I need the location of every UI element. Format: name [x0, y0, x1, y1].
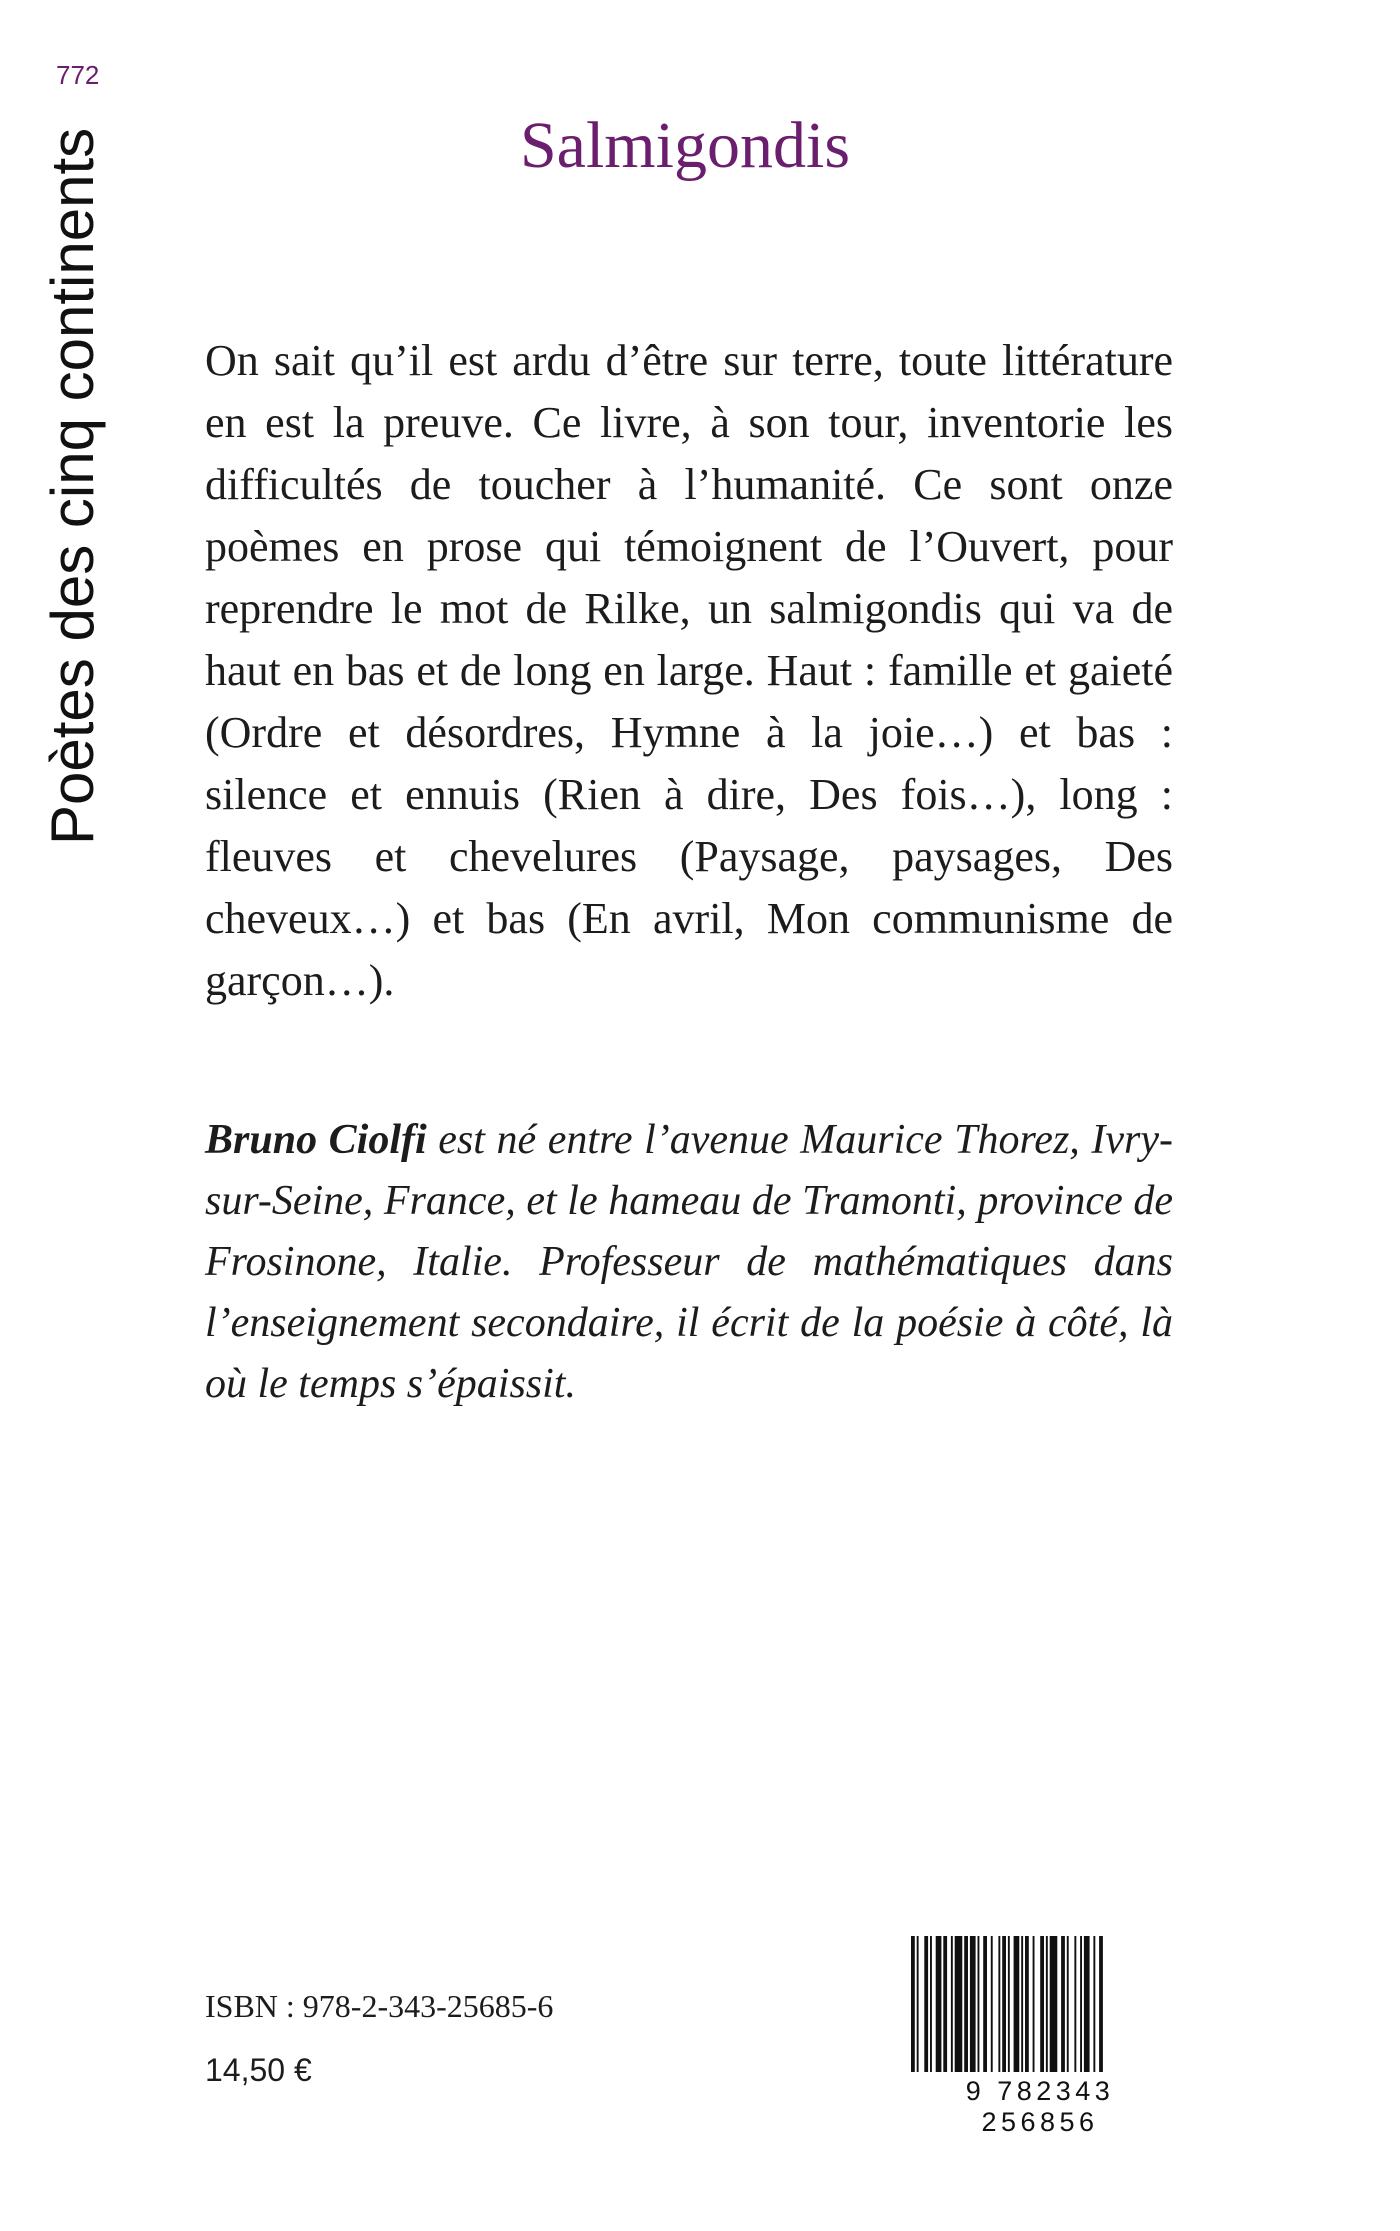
barcode-bar: [1061, 1936, 1065, 2072]
barcode-bar: [917, 1936, 919, 2072]
price: 14,50 €: [205, 2052, 312, 2088]
book-title: Salmigondis: [519, 109, 851, 182]
barcode-bar: [936, 1936, 942, 2072]
barcode-bar: [1084, 1936, 1090, 2072]
barcode-bar: [998, 1936, 1000, 2072]
barcode-bar: [951, 1936, 953, 2072]
blurb-paragraph: On sait qu’il est ardu d’être sur terre, toute littérature en est la preuve. Ce livre, à son tour, inventorie les difficultés de toucher à l’humanité. Ce sont onze poèmes en prose qui témoignent de l’Ouvert, pour reprendre le mot de Rilke, un salmigondis qui va de haut en bas et de long en large. Haut : famille et gaieté (Ordre et désordres, Hymne à la joie…) et bas : silence et ennuis (Rien à dire, Des fois…), long : fleuves et chevelures (Paysage, paysages, Des cheveux…) et bas (En avril, Mon communisme de garçon…).: [205, 336, 1173, 1005]
barcode-bars: [905, 1936, 1175, 2076]
series-title: Poètes des cinq continents: [39, 127, 106, 845]
barcode-bar: [1025, 1936, 1029, 2072]
barcode-bar: [1021, 1936, 1023, 2072]
barcode-bar: [970, 1936, 976, 2072]
barcode-bar: [1046, 1936, 1048, 2072]
barcode-bar: [1014, 1936, 1020, 2072]
series-number: 772: [56, 60, 100, 90]
isbn: ISBN : 978-2-343-25685-6: [205, 1988, 554, 2024]
barcode-bar: [1080, 1936, 1082, 2072]
author-name: Bruno Ciolfi: [205, 1117, 427, 1163]
barcode-bar: [1008, 1936, 1010, 2072]
barcode-bar: [911, 1936, 915, 2072]
barcode-digits: 9 782343 256856: [965, 2076, 1115, 2137]
barcode-bar: [1093, 1936, 1095, 2072]
barcode-bar: [930, 1936, 932, 2072]
barcode: [905, 1936, 1175, 2137]
barcode-bar: [1002, 1936, 1006, 2072]
barcode-bar: [1050, 1936, 1058, 2072]
barcode-bar: [943, 1936, 947, 2072]
barcode-bar: [955, 1936, 963, 2072]
barcode-bar: [1067, 1936, 1069, 2072]
barcode-bar: [1033, 1936, 1035, 2072]
barcode-bar: [983, 1936, 987, 2072]
barcode-bar: [964, 1936, 968, 2072]
barcode-bar: [1099, 1936, 1103, 2072]
barcode-bar: [1040, 1936, 1044, 2072]
barcode-bar: [978, 1936, 980, 2072]
barcode-bar: [991, 1936, 993, 2072]
author-bio-text: est né entre l’avenue Maurice Thorez, Ivry-sur-Seine, France, et le hameau de Tramonti, province de Frosinone, Italie. Professeur de mathématiques dans l’enseignement secondaire, il écrit de la poésie à côté, là où le temps s’épaissit.: [205, 1117, 1173, 1407]
barcode-bar: [1074, 1936, 1076, 2072]
barcode-bar: [924, 1936, 928, 2072]
author-bio: [205, 1110, 1173, 1415]
